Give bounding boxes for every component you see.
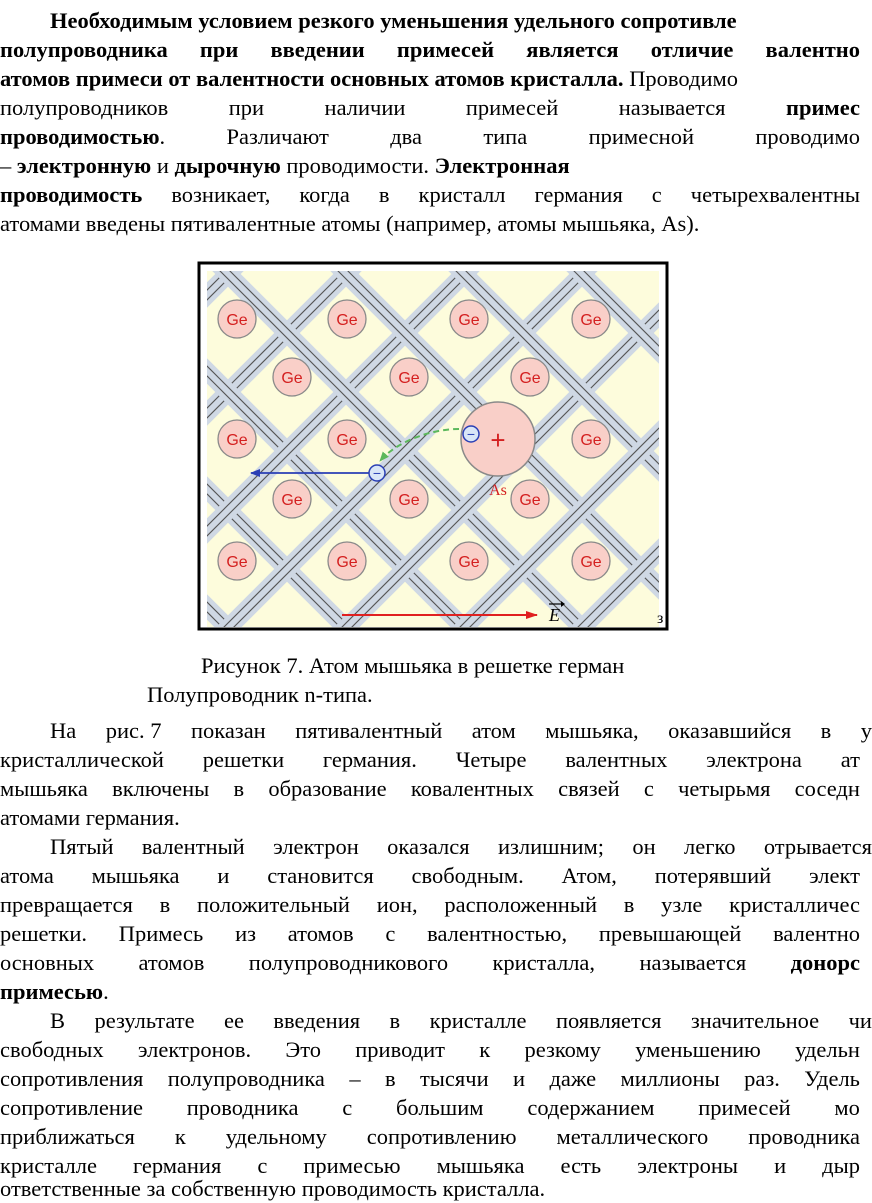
- germanium-atom: [328, 420, 366, 458]
- word: миллионы: [620, 1066, 720, 1091]
- word: кристаллической: [0, 747, 164, 772]
- word: оказавшийся: [668, 718, 792, 743]
- word: превращается: [0, 892, 133, 917]
- svg-text:Ge: Ge: [398, 370, 420, 387]
- word: есть: [560, 1153, 602, 1178]
- word: с: [385, 921, 396, 946]
- word: кристалле: [429, 1008, 527, 1033]
- word: оказался: [387, 834, 470, 859]
- para1-line1: Необходимым условием резкого уменьшения удельного сопротивле: [50, 8, 737, 33]
- word: пятивалентный: [295, 718, 443, 743]
- word: превышающей: [598, 921, 742, 946]
- germanium-atom: [218, 542, 256, 580]
- word: ион,: [376, 892, 418, 917]
- word: электрон: [273, 834, 359, 859]
- word: показан: [190, 718, 266, 743]
- word: кристалле: [0, 1153, 97, 1178]
- word: к: [479, 1037, 491, 1062]
- word: атомов: [138, 950, 205, 975]
- word: дыр: [822, 1153, 860, 1178]
- word: потерявший: [654, 863, 772, 888]
- para1-line4: полупроводников при наличии примесей называется примес: [0, 95, 860, 120]
- para3-line2: [0, 861, 860, 890]
- para1-line2: полупроводника при введении примесей является отличие валентно: [0, 37, 860, 62]
- para1-line6: – электронную и дырочную проводимости. Электронная: [0, 153, 570, 178]
- bond: [665, 239, 872, 664]
- word: В: [50, 1008, 66, 1033]
- word: Удель: [804, 1066, 860, 1091]
- bound-electron: [463, 426, 479, 442]
- word: электрона: [706, 747, 802, 772]
- word: чи: [848, 1008, 872, 1033]
- para3-line3: [0, 890, 860, 919]
- word: узле: [661, 892, 703, 917]
- svg-text:Ge: Ge: [281, 370, 303, 387]
- word: мышьяка: [0, 776, 88, 801]
- para1-line5: проводимостью. Различают два типа примесной проводимо: [0, 124, 860, 149]
- word: электроны: [637, 1153, 739, 1178]
- para2-line2: [0, 745, 860, 774]
- word: ат: [840, 747, 860, 772]
- word: валентный: [141, 834, 245, 859]
- word: проводника: [186, 1095, 299, 1120]
- germanium-atom: [328, 542, 366, 580]
- word: в: [623, 892, 635, 917]
- para4-line5: [0, 1122, 860, 1151]
- free-electron: [369, 465, 385, 481]
- germanium-lattice-figure: [197, 261, 669, 631]
- svg-text:Ge: Ge: [281, 492, 303, 509]
- svg-text:Ge: Ge: [336, 312, 358, 329]
- para3-line1: [50, 832, 872, 861]
- word: становится: [267, 863, 374, 888]
- word: к: [174, 1124, 186, 1149]
- word: резкому: [524, 1037, 601, 1062]
- svg-text:Ge: Ge: [580, 312, 602, 329]
- word: содержанием: [527, 1095, 655, 1120]
- word: атома: [0, 863, 54, 888]
- svg-text:Ge: Ge: [336, 432, 358, 449]
- word: связей: [558, 776, 620, 801]
- germanium-atom: [390, 358, 428, 396]
- word: германия: [132, 1153, 222, 1178]
- word: свободным.: [411, 863, 524, 888]
- para1-line7: проводимость возникает, когда в кристалл германия с четырехвалентны: [0, 182, 860, 207]
- word: тысячи: [419, 1066, 489, 1091]
- word: валентных: [565, 747, 668, 772]
- word: раз.: [744, 1066, 780, 1091]
- impurity-label: As: [489, 482, 507, 499]
- caption-line1: Рисунок 7. Атом мышьяка в решетке герман: [201, 653, 625, 678]
- germanium-atom: [511, 480, 549, 518]
- word: он: [632, 834, 656, 859]
- word: атомов: [287, 921, 354, 946]
- word: примесью: [303, 1153, 401, 1178]
- word: в: [233, 776, 245, 801]
- word: Примесь: [118, 921, 204, 946]
- word: четырьмя: [678, 776, 771, 801]
- field-label: E: [549, 605, 560, 625]
- edge-mark: з: [657, 610, 664, 627]
- word: с: [643, 776, 654, 801]
- germanium-atom: [450, 542, 488, 580]
- word: соседн: [794, 776, 860, 801]
- word: в: [384, 1066, 396, 1091]
- word: легко: [684, 834, 736, 859]
- para3-line6: примесью.: [0, 979, 109, 1004]
- germanium-atom: [450, 300, 488, 338]
- para2-line3: [0, 774, 860, 803]
- word: Четыре: [455, 747, 527, 772]
- svg-text:Ge: Ge: [519, 492, 541, 509]
- bond: [0, 239, 145, 664]
- word: включены: [112, 776, 210, 801]
- word: атом: [471, 718, 516, 743]
- word: в: [159, 892, 171, 917]
- word: валентностью,: [427, 921, 568, 946]
- para3-line5: [0, 948, 860, 977]
- word: сопротивления: [0, 1066, 144, 1091]
- bond: [783, 239, 872, 664]
- word: излишним;: [497, 834, 605, 859]
- word: удельному: [225, 1124, 327, 1149]
- germanium-atom: [218, 420, 256, 458]
- word: электронов.: [137, 1037, 252, 1062]
- word: мышьяка: [91, 863, 180, 888]
- word: полупроводника: [167, 1066, 325, 1091]
- word: основных: [0, 950, 95, 975]
- word: кристалла,: [492, 950, 596, 975]
- word: –: [349, 1066, 361, 1091]
- word: ковалентных: [410, 776, 534, 801]
- word: образование: [268, 776, 387, 801]
- word: большим: [396, 1095, 484, 1120]
- word: мо: [834, 1095, 860, 1120]
- svg-text:Ge: Ge: [580, 432, 602, 449]
- word: даже: [549, 1066, 597, 1091]
- word: примесей: [698, 1095, 791, 1120]
- word: На: [50, 718, 77, 743]
- para4-line2: [0, 1035, 860, 1064]
- para4-line1: [50, 1006, 872, 1035]
- para2-line1: [50, 716, 872, 745]
- germanium-atom: [390, 480, 428, 518]
- word: Это: [285, 1037, 322, 1062]
- word: расположенный: [444, 892, 597, 917]
- word: металлического: [556, 1124, 709, 1149]
- word: элект: [808, 863, 860, 888]
- word: германия.: [322, 747, 417, 772]
- word: мышьяка,: [545, 718, 639, 743]
- svg-text:Ge: Ge: [398, 492, 420, 509]
- germanium-atom: [572, 420, 610, 458]
- svg-text:Ge: Ge: [226, 432, 248, 449]
- svg-text:−: −: [372, 465, 382, 481]
- word: ее: [224, 1008, 244, 1033]
- word: приближаться: [0, 1124, 135, 1149]
- word: уменьшению: [635, 1037, 761, 1062]
- word: значительное: [690, 1008, 820, 1033]
- word: сопротивлению: [366, 1124, 517, 1149]
- germanium-atom: [328, 300, 366, 338]
- word: полупроводникового: [248, 950, 449, 975]
- word: у: [860, 718, 872, 743]
- para3-line4: [0, 919, 860, 948]
- word: и: [217, 863, 230, 888]
- word: введения: [273, 1008, 361, 1033]
- para1-line8: атомами введены пятивалентные атомы (например, атомы мышьяка, As).: [0, 211, 700, 236]
- bond: [783, 239, 872, 664]
- svg-text:Ge: Ge: [458, 554, 480, 571]
- word: решетки.: [0, 921, 87, 946]
- germanium-atom: [218, 300, 256, 338]
- svg-text:Ge: Ge: [336, 554, 358, 571]
- word: рис. 7: [105, 718, 162, 743]
- para1-line3: атомов примеси от валентности основных атомов кристалла. Проводимо: [0, 66, 738, 91]
- germanium-atom: [511, 358, 549, 396]
- word: в: [389, 1008, 401, 1033]
- word: и: [774, 1153, 787, 1178]
- bond: [665, 239, 872, 664]
- word: мышьяка: [436, 1153, 525, 1178]
- bond: [0, 239, 27, 664]
- bond: [0, 239, 145, 664]
- germanium-atom: [572, 300, 610, 338]
- word: сопротивление: [0, 1095, 143, 1120]
- word: положительный: [196, 892, 350, 917]
- word: и: [513, 1066, 526, 1091]
- bond: [0, 239, 27, 664]
- svg-text:Ge: Ge: [226, 554, 248, 571]
- para4-line4: [0, 1093, 860, 1122]
- word: проводника: [748, 1124, 860, 1149]
- word: донорс: [790, 950, 860, 975]
- word: называется: [639, 950, 747, 975]
- word: решетки: [202, 747, 285, 772]
- word: приводит: [355, 1037, 445, 1062]
- germanium-atom: [572, 542, 610, 580]
- svg-text:Ge: Ge: [519, 370, 541, 387]
- svg-text:−: −: [466, 426, 476, 442]
- plus-sign: +: [490, 425, 506, 455]
- word: в: [820, 718, 832, 743]
- word: результате: [94, 1008, 195, 1033]
- word: Пятый: [50, 834, 114, 859]
- svg-text:Ge: Ge: [226, 312, 248, 329]
- word: Атом,: [561, 863, 617, 888]
- word: с: [342, 1095, 353, 1120]
- svg-text:Ge: Ge: [580, 554, 602, 571]
- svg-text:Ge: Ge: [458, 312, 480, 329]
- word: кристалличес: [729, 892, 860, 917]
- para2-line4: атомами германия.: [0, 805, 180, 830]
- word: с: [257, 1153, 268, 1178]
- word: появляется: [555, 1008, 662, 1033]
- para4-line7: ответственные за собственную проводимость кристалла.: [0, 1176, 546, 1201]
- caption-line2: Полупроводник n-типа.: [147, 682, 373, 707]
- germanium-atom: [273, 358, 311, 396]
- word: отрывается: [763, 834, 872, 859]
- word: удельн: [795, 1037, 860, 1062]
- word: из: [235, 921, 256, 946]
- germanium-atom: [273, 480, 311, 518]
- para4-line3: [0, 1064, 860, 1093]
- word: валентно: [773, 921, 860, 946]
- word: свободных: [0, 1037, 104, 1062]
